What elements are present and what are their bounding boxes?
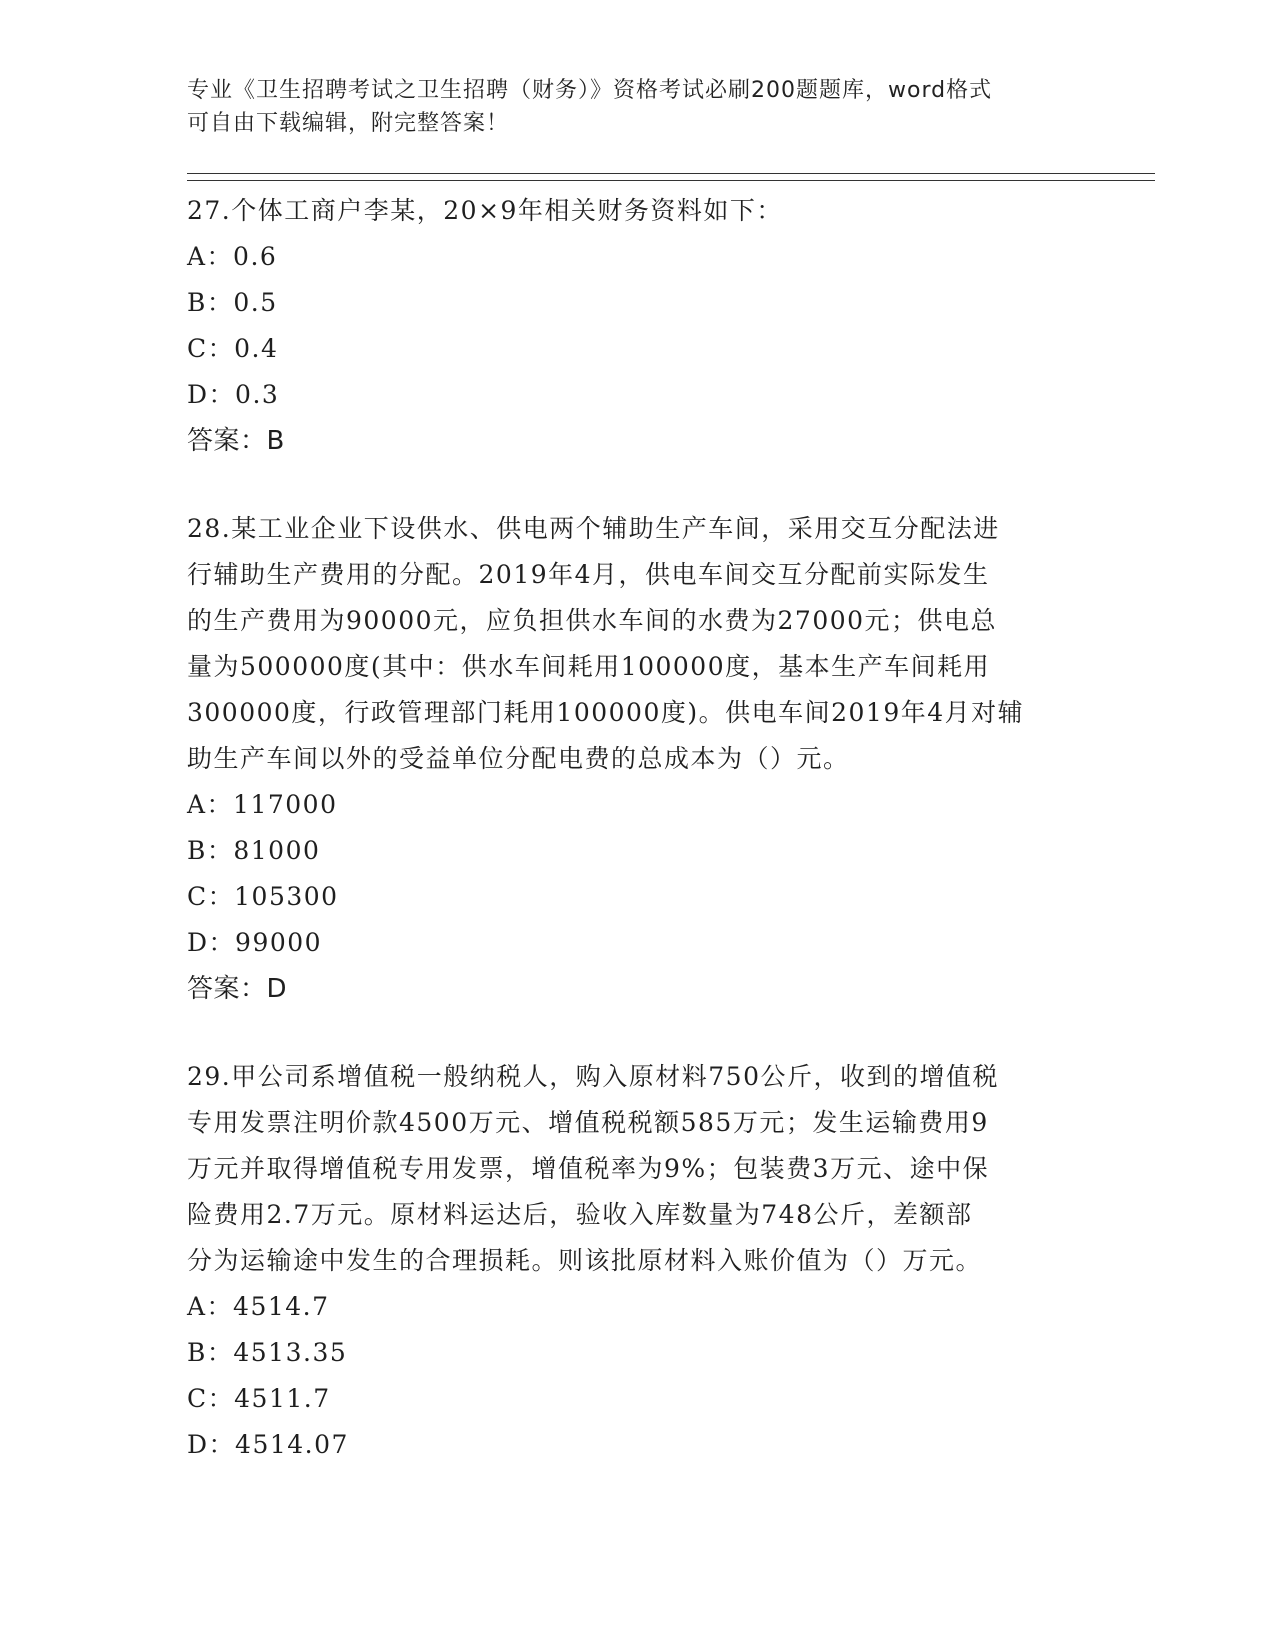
question-27 bbox=[187, 188, 1087, 464]
option-a: A：0.6 bbox=[187, 242, 278, 271]
stem-line: 的生产费用为90000元，应负担供水车间的水费为27000元；供电总 bbox=[187, 606, 998, 635]
stem-line: 专用发票注明价款4500万元、增值税税额585万元；发生运输费用9 bbox=[187, 1108, 989, 1137]
question-28 bbox=[187, 506, 1087, 1012]
document-header bbox=[187, 74, 1067, 140]
answer-label: 答案：B bbox=[187, 426, 285, 456]
stem-line: 行辅助生产费用的分配。2019年4月，供电车间交互分配前实际发生 bbox=[187, 560, 990, 589]
option-c: C：105300 bbox=[187, 882, 339, 911]
header-line-2: 可自由下载编辑，附完整答案！ bbox=[187, 111, 510, 136]
stem-line: 28.某工业企业下设供水、供电两个辅助生产车间，采用交互分配法进 bbox=[187, 514, 1000, 543]
question-stem bbox=[187, 1054, 1087, 1284]
stem-line: 29.甲公司系增值税一般纳税人，购入原材料750公斤，收到的增值税 bbox=[187, 1062, 999, 1091]
option-b: B：4513.35 bbox=[187, 1338, 348, 1367]
stem-line: 27.个体工商户李某，20×9年相关财务资料如下： bbox=[187, 196, 783, 225]
header-line-1: 专业《卫生招聘考试之卫生招聘（财务）》资格考试必刷200题题库，word格式 bbox=[187, 78, 993, 103]
option-b: B：81000 bbox=[187, 836, 321, 865]
option-a: A：117000 bbox=[187, 790, 338, 819]
stem-line: 量为500000度(其中：供水车间耗用100000度，基本生产车间耗用 bbox=[187, 652, 991, 681]
option-d: D：4514.07 bbox=[187, 1430, 349, 1459]
question-stem bbox=[187, 506, 1087, 782]
header-divider-bottom bbox=[187, 180, 1155, 181]
option-d: D：0.3 bbox=[187, 380, 280, 409]
question-stem bbox=[187, 188, 1087, 234]
stem-line: 助生产车间以外的受益单位分配电费的总成本为（）元。 bbox=[187, 744, 850, 773]
option-c: C：0.4 bbox=[187, 334, 279, 363]
stem-line: 险费用2.7万元。原材料运达后，验收入库数量为748公斤，差额部 bbox=[187, 1200, 973, 1229]
question-29 bbox=[187, 1054, 1087, 1468]
option-b: B：0.5 bbox=[187, 288, 278, 317]
stem-line: 万元并取得增值税专用发票，增值税率为9%；包装费3万元、途中保 bbox=[187, 1154, 990, 1183]
option-a: A：4514.7 bbox=[187, 1292, 330, 1321]
stem-line: 300000度，行政管理部门耗用100000度)。供电车间2019年4月对辅 bbox=[187, 698, 1025, 727]
stem-line: 分为运输途中发生的合理损耗。则该批原材料入账价值为（）万元。 bbox=[187, 1246, 983, 1275]
header-divider-top bbox=[187, 173, 1155, 174]
option-c: C：4511.7 bbox=[187, 1384, 331, 1413]
answer-label: 答案：D bbox=[187, 974, 288, 1004]
option-d: D：99000 bbox=[187, 928, 323, 957]
